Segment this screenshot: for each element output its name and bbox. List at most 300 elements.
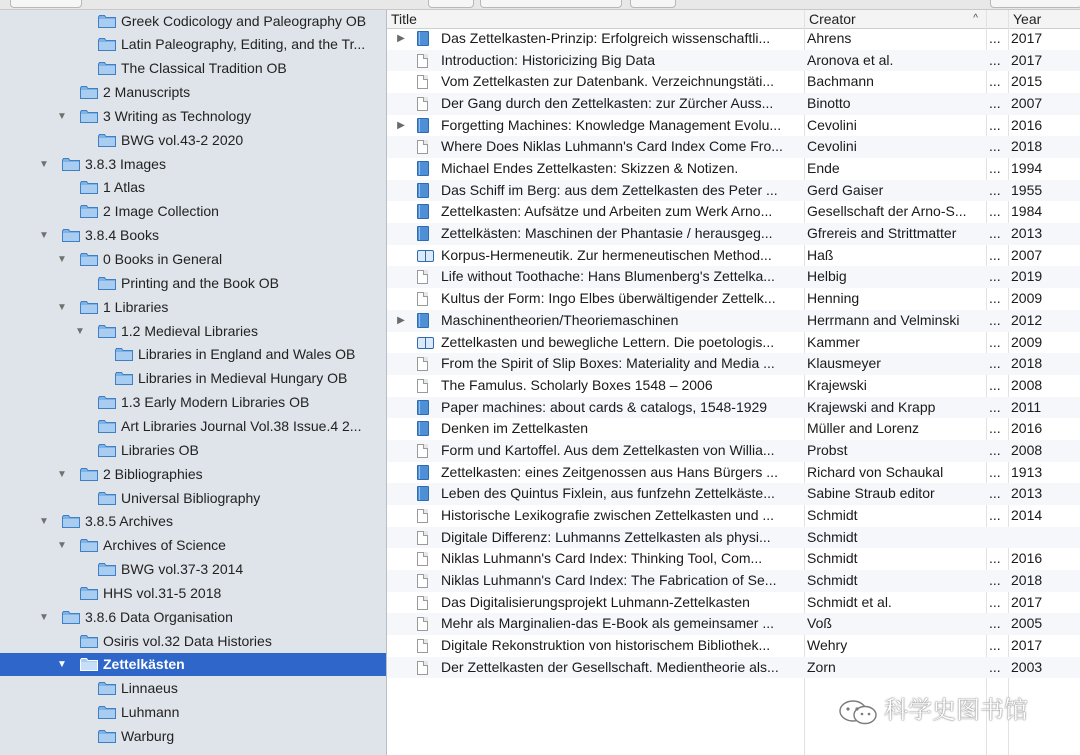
item-extra: ... bbox=[989, 116, 1001, 133]
item-title: From the Spirit of Slip Boxes: Materiality and Media ... bbox=[441, 355, 775, 372]
sidebar-collection-label: 1.2 Medieval Libraries bbox=[121, 322, 258, 339]
item-extra: ... bbox=[989, 376, 1001, 393]
item-row[interactable] bbox=[387, 71, 1080, 93]
item-row[interactable] bbox=[387, 375, 1080, 397]
folder-icon bbox=[80, 181, 98, 194]
item-extra: ... bbox=[989, 550, 1001, 567]
document-icon bbox=[417, 292, 428, 306]
book-icon bbox=[417, 226, 429, 241]
item-extra: ... bbox=[989, 463, 1001, 480]
document-icon bbox=[417, 270, 428, 284]
item-creator: Henning bbox=[807, 290, 860, 307]
item-row[interactable] bbox=[387, 418, 1080, 440]
expand-triangle-icon[interactable] bbox=[395, 93, 407, 115]
sidebar-collection-item[interactable] bbox=[0, 153, 386, 176]
item-creator: Voß bbox=[807, 615, 832, 632]
item-row[interactable] bbox=[387, 180, 1080, 202]
item-year: 2018 bbox=[1011, 355, 1043, 372]
item-creator: Helbig bbox=[807, 268, 847, 285]
item-title: Korpus-Hermeneutik. Zur hermeneutischen Method... bbox=[441, 246, 772, 263]
expand-triangle-icon[interactable] bbox=[395, 266, 407, 288]
item-extra: ... bbox=[989, 333, 1001, 350]
item-extra: ... bbox=[989, 30, 1001, 46]
item-creator: Cevolini bbox=[807, 116, 857, 133]
folder-icon bbox=[80, 110, 98, 123]
item-type-cell bbox=[417, 548, 435, 570]
item-type-cell bbox=[417, 223, 435, 245]
sidebar-collection-label: Printing and the Book OB bbox=[121, 274, 279, 291]
item-type-cell bbox=[417, 266, 435, 288]
expand-triangle-icon[interactable]: ▶ bbox=[397, 314, 405, 326]
expand-triangle-icon[interactable] bbox=[395, 245, 407, 267]
item-year: 2014 bbox=[1011, 506, 1043, 523]
sidebar-collection-item[interactable] bbox=[0, 701, 386, 724]
document-icon bbox=[417, 661, 428, 675]
expand-triangle-icon[interactable] bbox=[395, 332, 407, 354]
sidebar-collection-item[interactable] bbox=[0, 224, 386, 247]
sidebar-collection-label: Latin Paleography, Editing, and the Tr... bbox=[121, 36, 366, 53]
item-row[interactable] bbox=[387, 201, 1080, 223]
item-title: Zettelkasten und bewegliche Lettern. Die poetologis... bbox=[441, 333, 775, 350]
item-extra: ... bbox=[989, 95, 1001, 112]
item-year: 2013 bbox=[1011, 485, 1043, 502]
item-creator: Haß bbox=[807, 246, 834, 263]
item-extra: ... bbox=[989, 420, 1001, 437]
item-creator: Krajewski bbox=[807, 376, 867, 393]
expand-triangle-icon[interactable] bbox=[395, 570, 407, 592]
item-extra: ... bbox=[989, 615, 1001, 632]
document-icon bbox=[417, 574, 428, 588]
item-creator: Cevolini bbox=[807, 138, 857, 155]
expand-triangle-icon[interactable] bbox=[395, 657, 407, 679]
collections-sidebar[interactable] bbox=[0, 10, 387, 755]
sidebar-collection-label: Art Libraries Journal Vol.38 Issue.4 2... bbox=[121, 417, 362, 434]
sidebar-collection-item[interactable] bbox=[0, 415, 386, 438]
book-section-icon bbox=[417, 337, 434, 349]
sidebar-collection-label: Universal Bibliography bbox=[121, 489, 261, 506]
sidebar-collection-item[interactable] bbox=[0, 558, 386, 581]
sidebar-collection-item[interactable] bbox=[0, 81, 386, 104]
item-year: 2011 bbox=[1011, 398, 1042, 415]
item-creator: Ende bbox=[807, 160, 840, 177]
sidebar-collection-item[interactable] bbox=[0, 725, 386, 748]
item-row[interactable] bbox=[387, 527, 1080, 549]
expand-triangle-icon[interactable] bbox=[395, 635, 407, 657]
item-creator: Ahrens bbox=[807, 30, 852, 46]
item-row[interactable] bbox=[387, 93, 1080, 115]
item-type-cell bbox=[417, 462, 435, 484]
sidebar-collection-label: Warburg bbox=[121, 728, 175, 744]
item-row[interactable] bbox=[387, 613, 1080, 635]
sidebar-collection-item[interactable] bbox=[0, 176, 386, 199]
disclosure-triangle-icon[interactable]: ▼ bbox=[57, 254, 67, 265]
item-title: Vom Zettelkasten zur Datenbank. Verzeichnungstäti... bbox=[441, 73, 775, 90]
item-year: 2017 bbox=[1011, 30, 1043, 46]
document-icon bbox=[417, 617, 428, 631]
sidebar-collection-item[interactable] bbox=[0, 630, 386, 653]
sidebar-collection-item[interactable] bbox=[0, 582, 386, 605]
item-type-cell bbox=[417, 353, 435, 375]
item-row[interactable] bbox=[387, 332, 1080, 354]
sidebar-collection-item[interactable] bbox=[0, 343, 386, 366]
item-title: Historische Lexikografie zwischen Zettelkasten und ... bbox=[441, 506, 775, 523]
sidebar-collection-label: Zettelkästen bbox=[103, 656, 185, 673]
sidebar-collection-label: 3.8.6 Data Organisation bbox=[85, 608, 233, 625]
expand-triangle-icon[interactable]: ▶ bbox=[397, 33, 405, 44]
item-title: Das Digitalisierungsprojekt Luhmann-Zettelkasten bbox=[441, 593, 750, 610]
item-creator: Kammer bbox=[807, 333, 860, 350]
item-type-cell bbox=[417, 158, 435, 180]
sidebar-collection-item[interactable] bbox=[0, 487, 386, 510]
item-type-cell bbox=[417, 570, 435, 592]
item-year: 2016 bbox=[1011, 550, 1043, 567]
item-row[interactable] bbox=[387, 505, 1080, 527]
expand-triangle-icon[interactable] bbox=[395, 548, 407, 570]
folder-icon bbox=[98, 62, 116, 75]
item-year: 1994 bbox=[1011, 160, 1043, 177]
sidebar-collection-item[interactable] bbox=[0, 33, 386, 56]
item-creator: Wehry bbox=[807, 637, 848, 654]
disclosure-triangle-icon[interactable]: ▼ bbox=[39, 158, 49, 170]
items-pane bbox=[387, 10, 1080, 755]
item-year: 2009 bbox=[1011, 333, 1043, 350]
folder-icon bbox=[98, 563, 116, 576]
item-title: Kultus der Form: Ingo Elbes überwältigender Zettelk... bbox=[441, 290, 776, 307]
item-creator: Krajewski and Krapp bbox=[807, 398, 936, 415]
expand-triangle-icon[interactable] bbox=[395, 288, 407, 310]
folder-icon bbox=[98, 38, 116, 51]
item-type-cell bbox=[417, 71, 435, 93]
item-creator: Aronova et al. bbox=[807, 51, 894, 68]
folder-icon bbox=[98, 277, 116, 290]
sidebar-collection-label: 2 Image Collection bbox=[103, 203, 219, 220]
item-type-cell bbox=[417, 527, 435, 549]
sidebar-collection-label: BWG vol.37-3 2014 bbox=[121, 561, 244, 578]
wechat-logo-icon bbox=[838, 699, 878, 725]
watermark-text: 科学史图书馆 bbox=[884, 697, 1028, 724]
item-title: Mehr als Marginalien-das E-Book als gemeinsamer ... bbox=[441, 615, 775, 632]
sidebar-collection-item[interactable] bbox=[0, 367, 386, 390]
sort-ascending-icon: ^ bbox=[973, 13, 978, 24]
item-creator: Zorn bbox=[807, 658, 836, 675]
toolbar-button[interactable] bbox=[990, 0, 1080, 8]
item-title: Der Zettelkasten der Gesellschaft. Medientheorie als... bbox=[441, 658, 779, 675]
item-title: Das Zettelkasten-Prinzip: Erfolgreich wissenschaftli... bbox=[441, 30, 771, 46]
item-type-cell bbox=[417, 93, 435, 115]
item-row[interactable] bbox=[387, 548, 1080, 570]
sidebar-collection-item[interactable] bbox=[0, 129, 386, 152]
document-icon bbox=[417, 444, 428, 458]
toolbar-button[interactable] bbox=[480, 0, 622, 8]
item-title: Where Does Niklas Luhmann's Card Index Come Fro... bbox=[441, 138, 783, 155]
item-title: Life without Toothache: Hans Blumenberg's Zettelka... bbox=[441, 268, 775, 285]
expand-triangle-icon[interactable] bbox=[395, 440, 407, 462]
item-year bbox=[1011, 527, 1071, 549]
item-row[interactable] bbox=[387, 310, 1080, 332]
item-creator: Gerd Gaiser bbox=[807, 181, 884, 198]
folder-icon bbox=[62, 229, 80, 242]
document-icon bbox=[417, 75, 428, 89]
toolbar bbox=[0, 0, 1080, 10]
expand-triangle-icon[interactable] bbox=[395, 50, 407, 72]
item-extra: ... bbox=[989, 246, 1001, 263]
item-extra: ... bbox=[989, 138, 1001, 155]
column-header-year[interactable] bbox=[1009, 10, 1080, 28]
expand-triangle-icon[interactable] bbox=[395, 158, 407, 180]
book-icon bbox=[417, 161, 429, 176]
expand-triangle-icon[interactable] bbox=[395, 375, 407, 397]
item-row[interactable] bbox=[387, 115, 1080, 137]
folder-icon bbox=[98, 682, 116, 695]
document-icon bbox=[417, 509, 428, 523]
item-year: 1955 bbox=[1011, 181, 1043, 198]
item-creator: Schmidt bbox=[807, 550, 858, 567]
item-type-cell bbox=[417, 332, 435, 354]
item-year: 2008 bbox=[1011, 441, 1043, 458]
sidebar-collection-item[interactable] bbox=[0, 606, 386, 629]
item-year: 2007 bbox=[1011, 246, 1043, 263]
toolbar-button[interactable] bbox=[630, 0, 676, 8]
expand-triangle-icon[interactable] bbox=[395, 397, 407, 419]
column-header-creator-label: Creator bbox=[809, 11, 856, 27]
column-header-title[interactable] bbox=[387, 10, 805, 28]
sidebar-collection-item[interactable] bbox=[0, 439, 386, 462]
item-title: Digitale Rekonstruktion von historischem Bibliothek... bbox=[441, 637, 771, 654]
item-extra: ... bbox=[989, 160, 1001, 177]
item-title: Niklas Luhmann's Card Index: Thinking Tool, Com... bbox=[441, 550, 763, 567]
item-title: Niklas Luhmann's Card Index: The Fabrication of Se... bbox=[441, 572, 777, 588]
book-icon bbox=[417, 400, 429, 415]
sidebar-collection-label: Greek Codicology and Paleography OB bbox=[121, 12, 367, 29]
expand-triangle-icon[interactable] bbox=[395, 527, 407, 549]
item-type-cell bbox=[417, 180, 435, 202]
item-row[interactable] bbox=[387, 592, 1080, 614]
sidebar-collection-item[interactable] bbox=[0, 57, 386, 80]
sidebar-collection-item[interactable] bbox=[0, 534, 386, 557]
book-icon bbox=[417, 118, 429, 133]
sidebar-collection-item[interactable] bbox=[0, 653, 386, 676]
item-type-cell bbox=[417, 635, 435, 657]
expand-triangle-icon[interactable]: ▶ bbox=[397, 119, 405, 131]
sidebar-collection-item[interactable] bbox=[0, 200, 386, 223]
expand-triangle-icon[interactable] bbox=[395, 462, 407, 484]
item-row[interactable] bbox=[387, 288, 1080, 310]
item-type-cell bbox=[417, 115, 435, 137]
folder-icon bbox=[80, 301, 98, 314]
folder-icon bbox=[80, 253, 98, 266]
item-year: 2013 bbox=[1011, 225, 1043, 242]
sidebar-collection-label: Libraries in England and Wales OB bbox=[138, 346, 356, 363]
folder-icon bbox=[98, 444, 116, 457]
expand-triangle-icon[interactable] bbox=[395, 201, 407, 223]
item-type-cell bbox=[417, 657, 435, 679]
sidebar-collection-item[interactable] bbox=[0, 320, 386, 343]
disclosure-triangle-icon[interactable]: ▼ bbox=[39, 611, 49, 623]
expand-triangle-icon[interactable] bbox=[395, 613, 407, 635]
item-extra: ... bbox=[989, 485, 1001, 502]
item-type-cell bbox=[417, 136, 435, 158]
expand-triangle-icon[interactable] bbox=[395, 71, 407, 93]
expand-triangle-icon[interactable] bbox=[395, 418, 407, 440]
item-row[interactable] bbox=[387, 462, 1080, 484]
item-type-cell bbox=[417, 310, 435, 332]
document-icon bbox=[417, 379, 428, 393]
book-icon bbox=[417, 204, 429, 219]
item-row[interactable] bbox=[387, 50, 1080, 72]
item-creator: Schmidt bbox=[807, 506, 858, 523]
item-creator: Gesellschaft der Arno-S... bbox=[807, 203, 967, 220]
item-type-cell bbox=[417, 505, 435, 527]
item-extra: ... bbox=[989, 506, 1001, 523]
item-row[interactable] bbox=[387, 440, 1080, 462]
item-row[interactable] bbox=[387, 570, 1080, 592]
item-type-cell bbox=[417, 613, 435, 635]
item-title: Forgetting Machines: Knowledge Management Evolu... bbox=[441, 116, 782, 133]
column-header-extra[interactable] bbox=[987, 10, 1009, 28]
item-creator: Sabine Straub editor bbox=[807, 485, 935, 502]
item-year: 2019 bbox=[1011, 268, 1043, 285]
watermark bbox=[838, 690, 1028, 725]
column-header-title-label: Title bbox=[391, 11, 417, 27]
item-year: 2008 bbox=[1011, 376, 1043, 393]
sidebar-collection-label: 2 Manuscripts bbox=[103, 84, 191, 101]
sidebar-collection-label: 1 Atlas bbox=[103, 179, 146, 196]
folder-icon bbox=[98, 15, 116, 28]
item-row[interactable] bbox=[387, 635, 1080, 657]
item-row[interactable] bbox=[387, 136, 1080, 158]
item-creator: Richard von Schaukal bbox=[807, 463, 944, 480]
item-title: Paper machines: about cards & catalogs, 1548-1929 bbox=[441, 398, 768, 415]
sidebar-collection-item[interactable] bbox=[0, 272, 386, 295]
item-row[interactable] bbox=[387, 353, 1080, 375]
item-extra: ... bbox=[989, 441, 1001, 458]
item-year: 2009 bbox=[1011, 290, 1043, 307]
item-title: Zettelkasten: Aufsätze und Arbeiten zum Werk Arno... bbox=[441, 203, 773, 220]
toolbar-button[interactable] bbox=[428, 0, 474, 8]
item-row[interactable] bbox=[387, 483, 1080, 505]
sidebar-collection-label: 2 Bibliographies bbox=[103, 465, 203, 482]
item-year: 2016 bbox=[1011, 116, 1043, 133]
item-title: Das Schiff im Berg: aus dem Zettelkasten des Peter ... bbox=[441, 181, 778, 198]
item-row[interactable] bbox=[387, 158, 1080, 180]
item-extra: ... bbox=[989, 355, 1001, 372]
item-row[interactable] bbox=[387, 223, 1080, 245]
sidebar-collection-item[interactable] bbox=[0, 463, 386, 486]
item-row[interactable] bbox=[387, 28, 1080, 50]
item-row[interactable] bbox=[387, 397, 1080, 419]
sidebar-collection-item[interactable] bbox=[0, 105, 386, 128]
sidebar-collection-label: Libraries in Medieval Hungary OB bbox=[138, 370, 348, 387]
item-creator: Schmidt et al. bbox=[807, 593, 892, 610]
item-year: 1984 bbox=[1011, 203, 1043, 220]
expand-triangle-icon[interactable] bbox=[395, 136, 407, 158]
item-row[interactable] bbox=[387, 245, 1080, 267]
item-creator: Klausmeyer bbox=[807, 355, 881, 372]
folder-icon bbox=[98, 706, 116, 719]
sidebar-collection-label: 3.8.4 Books bbox=[85, 227, 159, 244]
item-extra: ... bbox=[989, 73, 1001, 90]
item-creator: Gfrereis and Strittmatter bbox=[807, 225, 957, 242]
item-year: 2017 bbox=[1011, 593, 1043, 610]
sidebar-collection-label: Luhmann bbox=[121, 704, 180, 721]
item-year: 2016 bbox=[1011, 420, 1043, 437]
item-year: 2018 bbox=[1011, 572, 1043, 588]
item-extra: ... bbox=[989, 398, 1001, 415]
toolbar-button[interactable] bbox=[10, 0, 82, 8]
item-title: Zettelkasten: eines Zeitgenossen aus Hans Bürgers ... bbox=[441, 463, 778, 480]
sidebar-collection-item[interactable] bbox=[0, 296, 386, 319]
item-year: 2003 bbox=[1011, 658, 1043, 675]
item-row[interactable] bbox=[387, 657, 1080, 679]
sidebar-collection-item[interactable] bbox=[0, 391, 386, 414]
item-year: 2007 bbox=[1011, 95, 1043, 112]
document-icon bbox=[417, 140, 428, 154]
item-year: 1913 bbox=[1011, 463, 1043, 480]
item-type-cell bbox=[417, 28, 435, 50]
item-extra: ... bbox=[989, 593, 1001, 610]
sidebar-collection-item[interactable] bbox=[0, 10, 386, 33]
disclosure-triangle-icon[interactable]: ▼ bbox=[57, 468, 67, 480]
expand-triangle-icon[interactable] bbox=[395, 483, 407, 505]
folder-icon bbox=[62, 611, 80, 624]
item-title: Introduction: Historicizing Big Data bbox=[441, 51, 655, 68]
item-extra: ... bbox=[989, 203, 1001, 220]
item-year: 2017 bbox=[1011, 51, 1043, 68]
item-year: 2017 bbox=[1011, 637, 1043, 654]
sidebar-collection-label: The Classical Tradition OB bbox=[121, 60, 287, 77]
document-icon bbox=[417, 357, 428, 371]
item-extra: ... bbox=[989, 311, 1001, 328]
item-creator: Herrmann and Velminski bbox=[807, 311, 960, 328]
item-extra: ... bbox=[989, 268, 1001, 285]
sidebar-collection-item[interactable] bbox=[0, 677, 386, 700]
sidebar-collection-item[interactable] bbox=[0, 510, 386, 533]
folder-icon bbox=[80, 635, 98, 648]
sidebar-collection-label: Archives of Science bbox=[103, 537, 226, 554]
document-icon bbox=[417, 639, 428, 653]
folder-icon bbox=[98, 730, 116, 743]
disclosure-triangle-icon[interactable]: ▼ bbox=[57, 540, 67, 552]
expand-triangle-icon[interactable] bbox=[395, 505, 407, 527]
disclosure-triangle-icon[interactable]: ▼ bbox=[57, 301, 67, 313]
sidebar-collection-label: 0 Books in General bbox=[103, 251, 223, 267]
document-icon bbox=[417, 552, 428, 566]
sidebar-collection-label: 3.8.5 Archives bbox=[85, 513, 173, 530]
folder-icon bbox=[98, 396, 116, 409]
column-header-creator[interactable] bbox=[805, 10, 987, 28]
sidebar-collection-item[interactable] bbox=[0, 248, 386, 271]
item-type-cell bbox=[417, 201, 435, 223]
expand-triangle-icon[interactable] bbox=[395, 592, 407, 614]
folder-icon bbox=[98, 325, 116, 338]
disclosure-triangle-icon[interactable]: ▼ bbox=[75, 325, 85, 337]
folder-icon bbox=[62, 158, 80, 171]
item-creator: Probst bbox=[807, 441, 848, 458]
item-row[interactable] bbox=[387, 266, 1080, 288]
item-year: 2018 bbox=[1011, 138, 1043, 155]
expand-triangle-icon[interactable] bbox=[395, 180, 407, 202]
book-icon bbox=[417, 465, 429, 480]
disclosure-triangle-icon[interactable]: ▼ bbox=[39, 516, 49, 528]
disclosure-triangle-icon[interactable]: ▼ bbox=[57, 110, 67, 122]
expand-triangle-icon[interactable] bbox=[395, 223, 407, 245]
item-title: Der Gang durch den Zettelkasten: zur Zürcher Auss... bbox=[441, 95, 774, 112]
expand-triangle-icon[interactable] bbox=[395, 353, 407, 375]
disclosure-triangle-icon[interactable]: ▼ bbox=[39, 230, 49, 242]
disclosure-triangle-icon[interactable]: ▼ bbox=[57, 659, 67, 671]
document-icon bbox=[417, 531, 428, 545]
book-icon bbox=[417, 313, 429, 328]
